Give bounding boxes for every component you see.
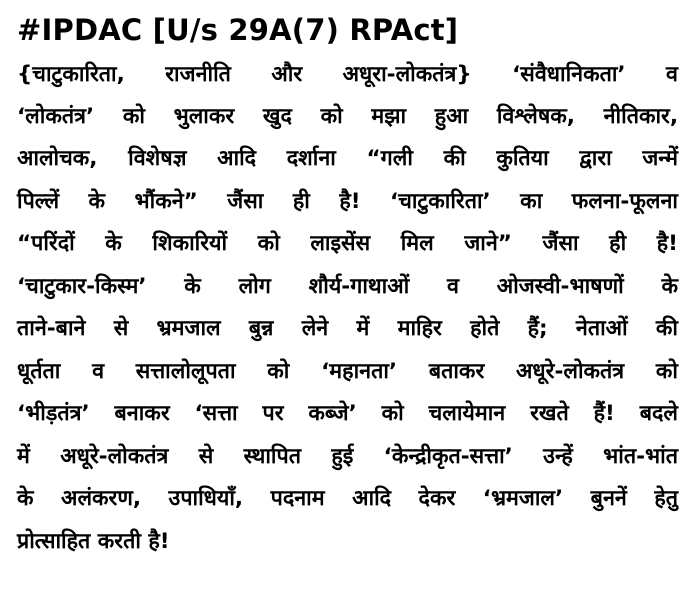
- text-line-1: {चाटुकारिता, राजनीति और अधूरा-लोकतंत्र} ‘संवैधानिकता’ व: [17, 62, 678, 87]
- text-line-7: ताने-बाने से भ्रमजाल बुन्न लेने में माहिर होते हैं; नेताओं की: [17, 316, 678, 341]
- text-line-9: ‘भीड़तंत्र’ बनाकर ‘सत्ता पर कब्जे’ को चलायेमान रखते हैं! बदले: [17, 401, 678, 426]
- text-line-6: ‘चाटुकार-किस्म’ के लोग शौर्य-गाथाओं व ओजस्वी-भाषणों के: [17, 274, 678, 299]
- text-line-3: आलोचक, विशेषज्ञ आदि दर्शाना “गली की कुतिया द्वारा जन्में: [17, 146, 678, 171]
- text-line-8: धूर्तता व सत्तालोलूपता को ‘महानता’ बताकर अधूरे-लोकतंत्र को: [17, 359, 678, 384]
- text-line-10: में अधूरे-लोकतंत्र से स्थापित हुई ‘केन्द्रीकृत-सत्ता’ उन्हें भांत-भांत: [17, 444, 678, 469]
- text-line-4: पिल्लें के भौंकने” जैंसा ही है! ‘चाटुकारिता’ का फलना-फूलना: [17, 189, 678, 214]
- text-line-12: प्रोत्साहित करती है!: [17, 529, 170, 554]
- document-title: #IPDAC [U/s 29A(7) RPAct]: [17, 13, 459, 47]
- text-line-5: “परिंदों के शिकारियों को लाइसेंस मिल जाने” जैंसा ही है!: [17, 231, 678, 256]
- text-line-11: के अलंकरण, उपाधियाँ, पदनाम आदि देकर ‘भ्रमजाल’ बुननें हेतु: [17, 486, 678, 511]
- text-line-2: ‘लोकतंत्र’ को भुलाकर खुद को मझा हुआ विश्लेषक, नीतिकार,: [17, 104, 678, 129]
